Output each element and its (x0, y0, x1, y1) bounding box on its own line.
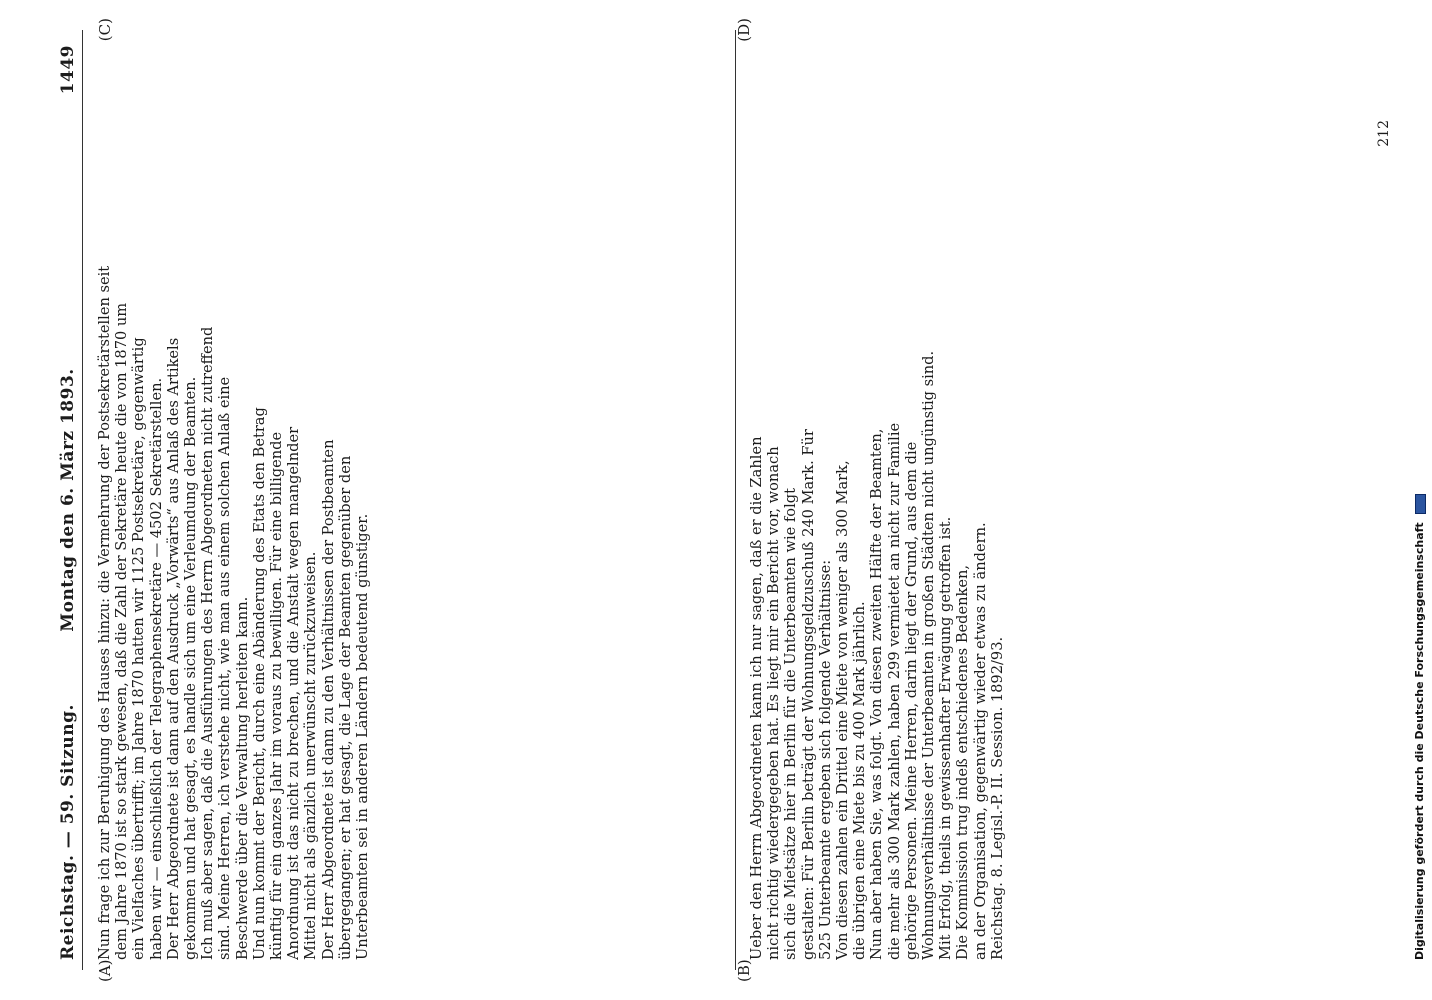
text-line: an der Organisation, gegenwärtig wieder etwas zu ändern. (971, 522, 989, 960)
text-column-bottom (748, 55, 1338, 960)
text-line: Anordnung ist das nicht zu brechen, und die Anstalt wegen mangelnder (285, 426, 303, 960)
text-line: Die Kommission trug indeß entschiedenes Bedenken, (954, 564, 972, 960)
page-number: 1449 (58, 45, 78, 95)
text-line: Ich muß aber sagen, daß die Ausführungen des Herrn Abgeordneten nicht zutreffend (199, 326, 217, 960)
header-left: Reichstag. — 59. Sitzung. (58, 704, 78, 960)
text-line: ein Vielfaches übertrifft; im Jahre 1870 hatten wir 1125 Postsekretäre, gegenwärtig (130, 337, 148, 960)
text-line: übergegangen; er hat gesagt, die Lage der Beamten gegenüber den (336, 455, 354, 960)
column-bottom-paragraph (748, 55, 1006, 960)
text-line: Und nun kommt der Bericht, durch eine Abänderung des Etats den Betrag (250, 407, 268, 960)
text-line: Nun frage ich zur Beruhigung des Hauses hinzu: die Vermehrung der Postsekretärstellen seit (96, 265, 113, 960)
column-top-paragraph (96, 55, 371, 960)
text-line: die mehr als 300 Mark zahlen, haben 299 vermietet an nicht zur Familie (885, 422, 903, 960)
text-column-top (96, 55, 718, 960)
text-line: Beschwerde über die Verwaltung herleiten kann. (233, 596, 251, 960)
text-line: Unterbeamten sei in anderen Ländern bedeutend günstiger. (354, 513, 372, 960)
margin-mark-a: (A) (96, 959, 114, 982)
text-line: nicht richtig wiedergegeben hat. Es liegt mir ein Bericht vor, wonach (765, 446, 783, 960)
text-line: die übrigen eine Miete bis zu 400 Mark jährlich. (851, 601, 869, 960)
page-signature: 212 (1376, 120, 1392, 147)
text-line: dem Jahre 1870 ist so stark gewesen, daß die Zahl der Sekretäre heute die von 1870 um (113, 302, 131, 960)
text-line: Reichstag. 8. Legisl.-P. II. Session. 1892/93. (988, 636, 1006, 960)
text-line: Von diesen zahlen ein Drittel eine Miete von weniger als 300 Mark, (834, 460, 852, 960)
margin-mark-d: (D) (735, 18, 753, 42)
text-line: Nun aber haben Sie, was folgt. Von diesen zweiten Hälfte der Beamten, (868, 428, 886, 960)
text-line: gekommen und hat gesagt, es handle sich um eine Verleumdung der Beamten. (182, 376, 200, 960)
text-line: gestalten: Für Berlin beträgt der Wohnungsgeldzuschuß 240 Mark. Für (799, 429, 817, 960)
digitization-footer (1413, 494, 1426, 960)
text-line: künftig für ein ganzes Jahr im voraus zu bewilligen. Für eine billigende (268, 431, 286, 960)
dfg-logo-icon (1415, 494, 1426, 514)
text-line: Mit Erfolg, theils in gewissenhafter Erwägung getroffen ist. (937, 516, 955, 960)
footer-text: Digitalisierung gefördert durch die Deutsche Forschungsgemeinschaft (1413, 522, 1426, 960)
text-line: gehörige Personen. Meine Herren, darin liegt der Grund, aus dem die (902, 441, 920, 960)
header-rule (82, 30, 83, 970)
margin-mark-b: (B) (735, 959, 753, 982)
text-line: sich die Mietsätze hier in Berlin für die Unterbeamten wie folgt (782, 488, 800, 960)
text-line: sind. Meine Herren, ich verstehe nicht, wie man aus einem solchen Anlaß eine (216, 376, 234, 960)
text-line: haben wir — einschließlich der Telegraphensekretäre — 4502 Sekretärstellen. (147, 377, 165, 960)
text-line: Mittel nicht als gänzlich unerwünscht zurückzuweisen. (302, 551, 320, 960)
text-line: Ueber den Herrn Abgeordneten kann ich nur sagen, daß er die Zahlen (748, 436, 765, 960)
text-line: 525 Unterbeamte ergeben sich folgende Verhältnisse: (816, 559, 834, 960)
column-divider (735, 30, 736, 970)
margin-mark-c: (C) (96, 18, 114, 42)
text-line: Der Herr Abgeordnete ist dann auf den Ausdruck „Vorwärts“ aus Anlaß des Artikels (164, 337, 182, 960)
text-line: Der Herr Abgeordnete ist dann zu den Verhältnissen der Postbeamten (319, 439, 337, 960)
text-line: Wohnungsverhältnisse der Unterbeamten in großen Städten nicht ungünstig sind. (920, 350, 938, 960)
header-date: Montag den 6. März 1893. (58, 368, 78, 632)
